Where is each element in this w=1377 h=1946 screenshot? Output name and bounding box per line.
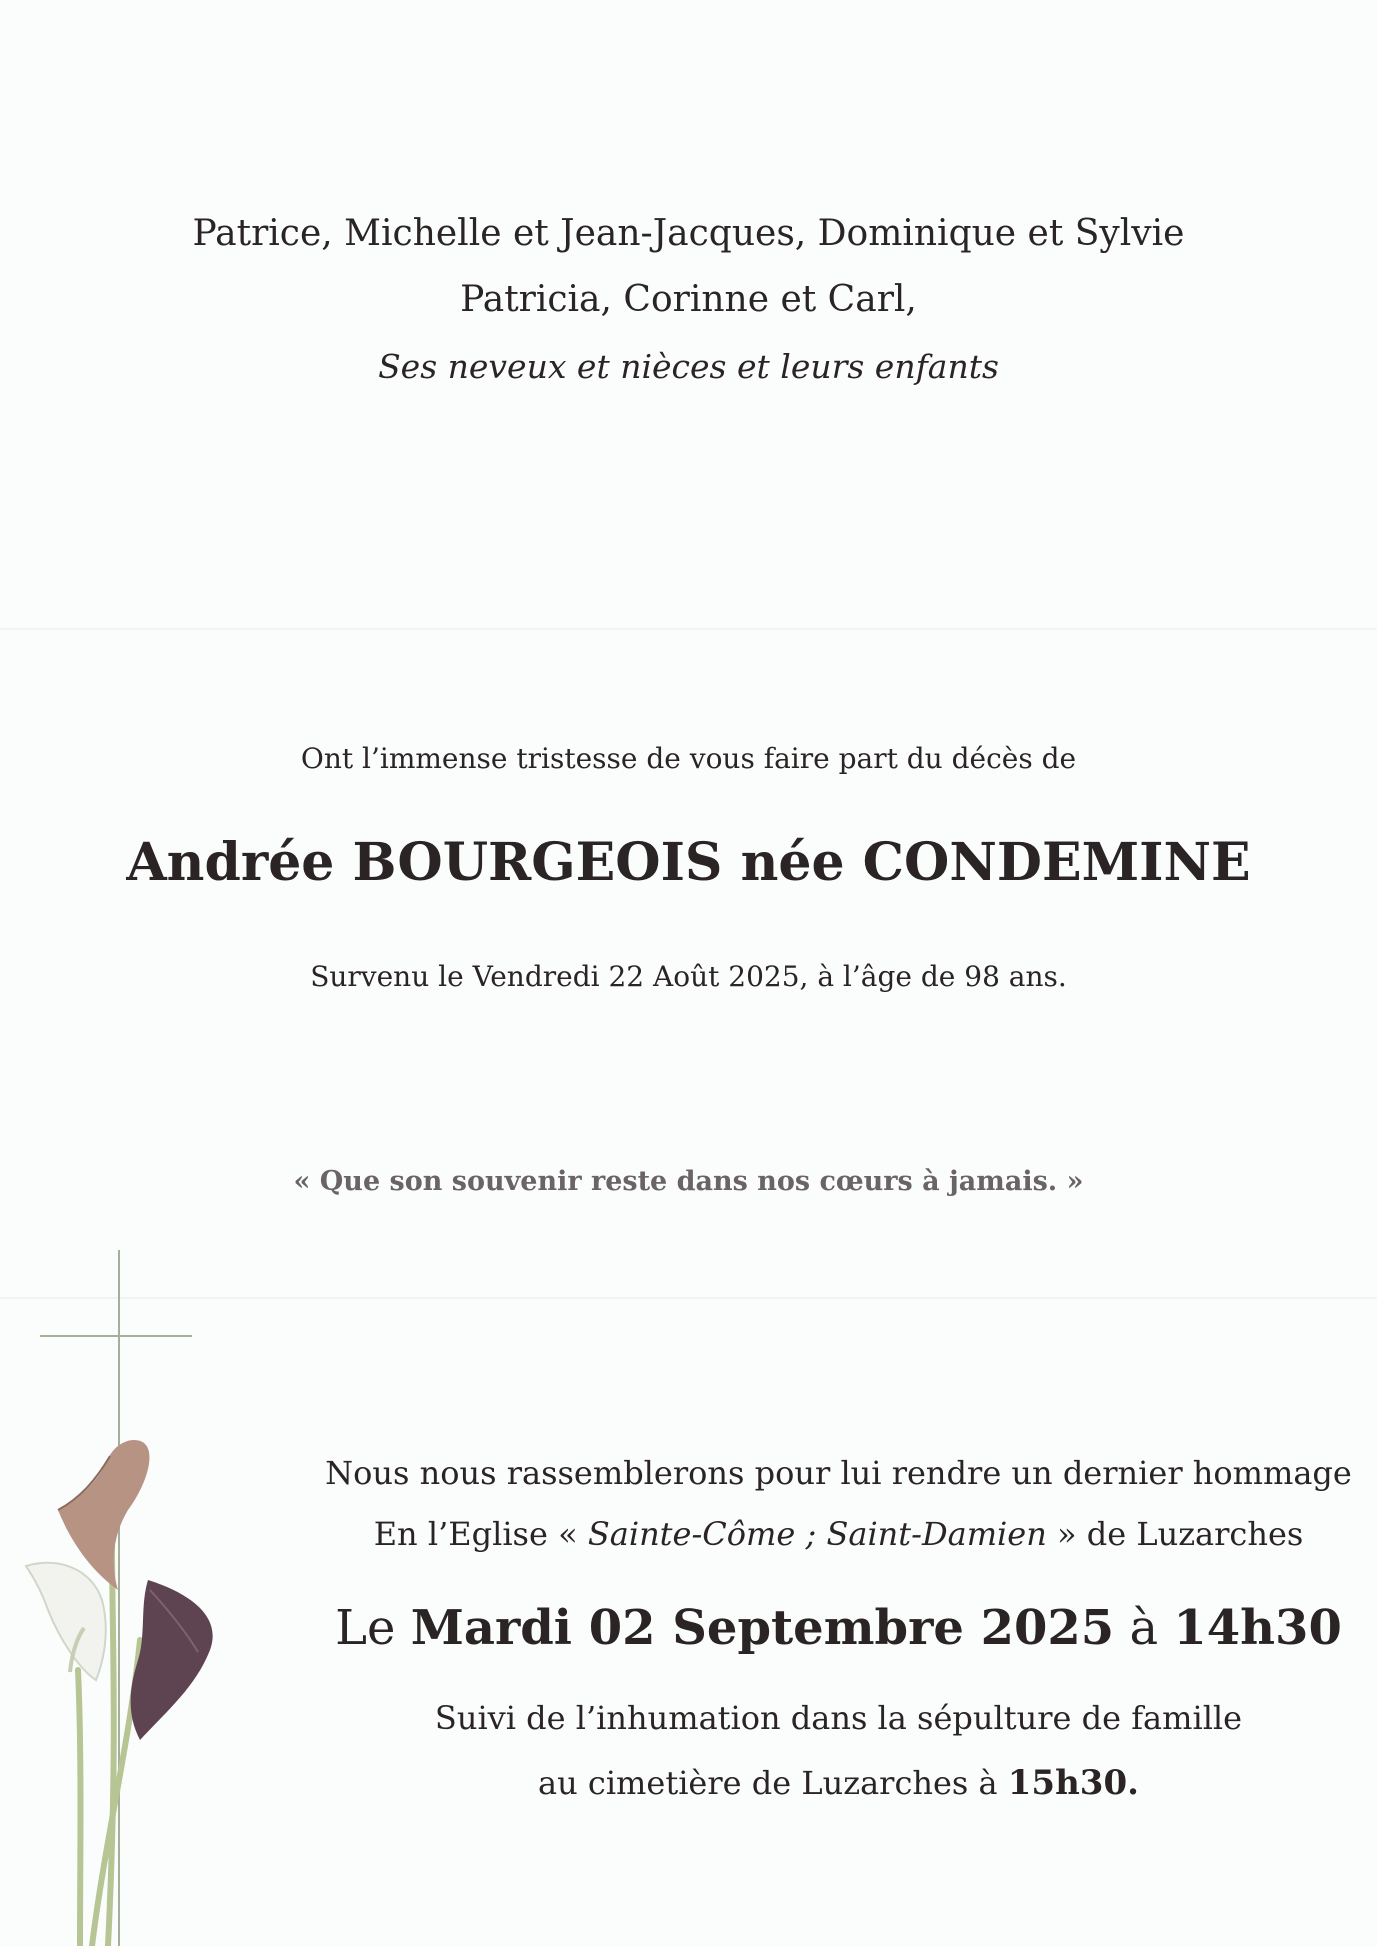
church-suffix: » de Luzarches: [1046, 1515, 1304, 1553]
church-line: [300, 1515, 1377, 1553]
fold-line-top: [0, 628, 1377, 630]
gathering-line: Nous nous rassemblerons pour lui rendre un dernier hommage: [325, 1454, 1352, 1492]
burial-prefix: au cimetière de Luzarches à: [538, 1764, 1008, 1802]
date-prefix: Le: [335, 1600, 411, 1656]
church-prefix: En l’Eglise «: [373, 1515, 588, 1553]
church-name: Sainte-Côme ; Saint-Damien: [587, 1515, 1047, 1553]
announcement-intro: Ont l’immense tristesse de vous faire part du décès de: [300, 742, 1077, 775]
ceremony-day: Mardi 02 Septembre 2025: [410, 1600, 1115, 1656]
ceremony-time: 14h30: [1173, 1600, 1342, 1656]
nephews-line: Ses neveux et nièces et leurs enfants: [378, 347, 999, 386]
deceased-name: Andrée BOURGEOIS née CONDEMINE: [126, 832, 1251, 893]
burial-line-2: [300, 1763, 1377, 1803]
burial-time: 15h30.: [1007, 1763, 1139, 1803]
purple-lily-icon: [131, 1580, 213, 1740]
family-names-line-1: Patrice, Michelle et Jean-Jacques, Dominique et Sylvie: [192, 213, 1185, 254]
cross-and-lilies-illustration: [0, 1240, 260, 1946]
white-lily-icon: [26, 1563, 106, 1680]
date-mid: à: [1114, 1600, 1174, 1656]
family-names-line-2: Patricia, Corinne et Carl,: [460, 279, 917, 320]
ceremony-date-line: [300, 1600, 1377, 1656]
burial-line-1: Suivi de l’inhumation dans la sépulture de famille: [434, 1699, 1243, 1737]
death-details: Survenu le Vendredi 22 Août 2025, à l’âge de 98 ans.: [310, 960, 1067, 993]
memorial-quote: « Que son souvenir reste dans nos cœurs à jamais. »: [293, 1166, 1084, 1197]
